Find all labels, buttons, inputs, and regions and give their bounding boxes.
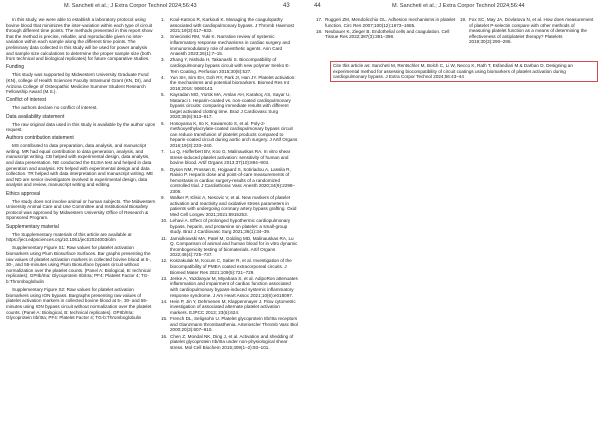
- reference-item: [161, 236, 298, 258]
- reference-text: Koszakulak M, Kocum C, Saber R, et al. Investigation of the biocompatibility of PMEA coated extracorporeal circuits. J Biomed Mater Res 2021;109(5):721–729.: [170, 258, 292, 275]
- reference-text: Sniecinski RM, Yuki K. Narrative review of systemic inflammatory response mechanisms in cardiac surgery and immunomodulatory role of anesthetic agents. Ann Card Anaesth 2023;26(1):7–15.: [170, 34, 290, 57]
- reference-number: 8.: [161, 166, 165, 172]
- reference-text: Hosoyama K, Ito K, Kawamoto S, et al. Poly-2-methoxyethylacrylate-coated cardiopulmonary bypass circuit can reduce transfusion of platelet products compared to heparin-coated circuit during aortic arch surgery. J Artif Organs 2016;19(3):233–240.: [170, 120, 298, 149]
- reference-item: [161, 167, 298, 195]
- reference-text: Lehavi A. Effect of prolonged hypothermic cardiopulmonary bypass, heparin, and protamine on platelet: a small-group study. Braz J Cardiovasc Surg 2021;36(1):34–39.: [170, 218, 291, 235]
- reference-text: Dyson NM, Prossen E, Hojgaard S, Sotiriadou A, Lassila R, Raivio P. Heparin dose and point-of-care measurements of hemostasis in cardiac surgery-results of a randomized controlled trial. J Cardiothorac Vasc Anesth 2020;34(9):2298–2306.: [170, 166, 296, 194]
- reference-number: 11.: [161, 235, 168, 241]
- section-heading: Ethics approval: [6, 190, 41, 197]
- reference-text: French DL, Seligsohn U. Platelet glycoprotein IIb/IIIa receptors and Glanzmann thrombasthenia. Arterioscler Thromb Vasc Biol 2000;20(3):607–610.: [170, 316, 299, 333]
- reference-number: 13.: [161, 275, 168, 281]
- reference-item: [161, 149, 298, 166]
- reference-number: 16.: [161, 333, 168, 339]
- reference-item: [161, 316, 298, 333]
- reference-text: Jenke A, Yazdanyar M, Miyahara S, et al. AdipoRon attenuates inflammation and impairment of cardiac function associated with cardiopulmonary bypass-induced systemic inflammatory response syndrome. J Am Heart Assoc 2021;10(6):e018097.: [170, 275, 298, 298]
- reference-text: Hein P, Jin Y, Dehmenen M, Klappenmayer J. Flow cytometric investigation of associated alternate platelet activation markers. EJPCC 2013; 23(6):624.: [170, 298, 296, 315]
- reference-item: [460, 17, 596, 45]
- running-head: M. Sancheti et al.; J Extra Corpor Technol 2024;56:44: [392, 3, 525, 9]
- reference-text: Kayradan MO, Yürük MA, Arslan AH, Karakoç AS, Sayar U, Mataraci I. Heparin-coated vs. non-coated cardiopulmonary bypass circuits: comparing immediate results with different target activated clotting time. Braz J Cardiovasc Surg 2020;35(6):913–917.: [170, 92, 291, 120]
- section-heading: Supplementary material: [6, 223, 59, 230]
- reference-item: [161, 57, 298, 74]
- intro-paragraph: In this study, we were able to establish a laboratory protocol using bovine blood that minimizes the inter-variation within each type of circuit through different time points. The methods presented in this report show that the method is precise, reliable, and reproducible given no inter-variation within each sample along the different time points. The preliminary data collected in this study will be used for power analysis and sample size calculations to determine the proper sample size (both from technical and biological replicates) for future comparative studies.: [6, 17, 153, 62]
- section-paragraph: Supplementary Figure S2: Raw values for platelet activation biomarkers using ION bypass. Bargraphs presenting raw values of platelet activation markers in collected bovine blood at 5-, 30- and 55-minutes using ION bypass circuit without normalization over the platelet counts. (Panel A: Biological, B: technical replicates). GPIIb/IIIa: Glycoprotein IIb/IIIa; PF4: Platelet Factor 4; TG-b:Thromboglobulin: [6, 287, 152, 321]
- section-heading: Conflict of interest: [6, 97, 47, 104]
- reference-item: [161, 121, 298, 149]
- reference-text: Yun SH, Sim EH, Goh RY, Park JI, Han JY. Platelet activation: the mechanisms and potential biomarkers. Biomed Res Int 2016;2016: 9060143.: [170, 74, 296, 91]
- reference-list: [460, 17, 596, 45]
- reference-list: [316, 17, 456, 40]
- reference-number: 17.: [316, 17, 323, 22]
- reference-number: 10.: [161, 218, 168, 224]
- section-paragraph: MS contributed to data preparation, data analysis, and manuscript writing. MR had equal contribution to data generation, analysis, and manuscript writing. CB helped with experimental design, data analysis, and data presentation. NE conducted the ELISA test and helped in data generation and analysis. KN helped with experimental design and data collection. TR helped with data interpretation and manuscript writing. ME and ND are senior investigators involved in experimental design, data analysis and review, manuscript writing and editing.: [6, 143, 154, 188]
- reference-number: 9.: [161, 195, 165, 201]
- reference-item: [161, 17, 298, 34]
- reference-item: [316, 17, 456, 28]
- section-paragraph: Supplementary Figure S1: Raw values for platelet activation biomarkers using Plum Biosurface Surfaces. Bar graphs presenting the raw values of platelet activation markers in collected bovine blood at 5-, 30-, and 55-minutes using Plum Biosurface bypass circuit without normalization over the platelet counts. (Panel A: Biological, B: technical replicates). GPIIb/IIIa: Glycoprotein IIb/IIIa; PF4: Platelet Factor 4; TG-b:Thromboglobulin: [6, 245, 152, 284]
- page-right: [300, 0, 600, 425]
- section-paragraph: The Supplementary materials of this article are available at https://ject.edpsciences.org/10.1051/ject/2024003/olm: [6, 231, 132, 243]
- reference-item: [161, 299, 298, 316]
- references-column: [316, 17, 456, 41]
- citation-box: [330, 61, 598, 82]
- references-column: [161, 17, 298, 351]
- reference-item: [161, 334, 298, 351]
- reference-number: 15.: [161, 316, 168, 322]
- section-paragraph: The raw original data used in this study is available by the author upon request.: [6, 121, 156, 133]
- reference-number: 1.: [161, 17, 165, 22]
- reference-text: Chen Z, Mondal NK, Ding J, et al. Activation and shedding of platelet glycoprotein IIb/IIIa under non-physiological shear stress. Mol Cell Biochem 2015;409(1–2):93–101.: [170, 333, 294, 350]
- section-list: [6, 64, 156, 320]
- reference-text: Neubauer K, Zieger B. Endothelial cells and coagulation. Cell Tissue Res 2022;387(3):391–398.: [325, 28, 450, 40]
- page-number: 43: [283, 3, 290, 9]
- body-column: [6, 17, 156, 323]
- citation-label: Cite this article as:: [333, 63, 371, 68]
- references-column: [460, 17, 596, 46]
- reference-list: [161, 17, 298, 350]
- reference-item: [161, 75, 298, 92]
- reference-number: 12.: [161, 258, 168, 264]
- reference-item: [161, 258, 298, 275]
- reference-text: Ruggeri ZM, Mendolicchio GL. Adhesion mechanisms in platelet function. Circ Res 2007;100(12):1673–1685.: [325, 17, 456, 28]
- section-heading: Authors contribution statement: [6, 135, 74, 142]
- reference-item: [161, 92, 298, 120]
- reference-item: [161, 218, 298, 235]
- citation-text: Sancheti M, Rentschler M, Bolch C, Li W, Necco K, Rath T, Esfandiari M & Darban D. Designing an experimental method for assessing biocompatibility of circuit coatings using biomarkers of platelet activation during cardiopulmonary bypass. J Extra Corpor Technol 2024;56:43–44: [333, 63, 573, 80]
- reference-number: 5.: [161, 92, 165, 98]
- reference-number: 2.: [161, 34, 165, 40]
- reference-number: 4.: [161, 74, 165, 80]
- section-paragraph: The study does not involve animal or human subjects. The Midwestern University Animal Care and Use Committee and Institutional Biosafety protocol was approved by Midwestern University Office of Research & Sponsored Program.: [6, 198, 156, 221]
- reference-number: 3.: [161, 57, 165, 63]
- reference-item: [316, 29, 456, 40]
- section-heading: Data availability statement: [6, 113, 65, 120]
- reference-text: Walker P, Klisic A, Nesovic V, et al. New markers of platelet activation and reactivity and oxidative stress parameters in patients with undergoing coronary artery bypass grafting. Oxid Med Cell Longev 2021;2021:8915253.: [170, 195, 297, 217]
- section-paragraph: The authors declare no conflict of interest.: [12, 105, 98, 111]
- reference-number: 14.: [161, 298, 168, 304]
- reference-number: 7.: [161, 149, 165, 155]
- reference-item: [161, 195, 298, 217]
- reference-text: Jamiolkowski MA, Patel M, Golding MD, Malinauskas RA, Lu Q. Comparison of animal and human blood for in vitro dynamic thrombogenicity testing of biomaterials. Artif Organs 2022;46(4):725–737.: [170, 235, 298, 258]
- reference-text: Lu Q, Hofferbert BV, Koo G, Malinauskas RA. In vitro shear stress-induced platelet activation: sensitivity of human and bovine blood. Artif Organs 2013;37(10):894–903.: [170, 149, 291, 166]
- page-number: 44: [314, 3, 321, 9]
- reference-number: 19.: [460, 17, 467, 22]
- reference-number: 18.: [316, 28, 323, 34]
- reference-item: [161, 276, 298, 298]
- section-heading: Funding: [6, 64, 25, 71]
- reference-number: 6.: [161, 120, 165, 126]
- reference-text: Koul-Katnoo R, Karkouti K. Managing the coagulopathy associated with cardiopulmonary bypass. J Thromb Haemost 2021;19(3):617–632.: [170, 17, 295, 34]
- running-head: M. Sancheti et al.; J Extra Corpor Technol 2024;56:43: [64, 3, 197, 9]
- reference-text: Fox SC, May JA, Dovlatova N, et al. How does measurement of platelet P-selectin compare with other methods of measuring platelet function as a means of determining the effectiveness of antiplatelet therapy? Platelets 2019;30(3):290–295.: [469, 17, 594, 45]
- reference-text: Zhang Y, Nishida H, Takanashi S. Biocompatibility of cardiopulmonary bypass circuit with new polymer Senko E-Tem Coating. Perfusion 2015;30(6):527.: [170, 57, 290, 74]
- section-paragraph: This study was supported by Midwestern University Graduate Fund (KN), college of Health Sciences Faculty Intramural Grant (KN, DI), and Arizona College of Osteopathic Medicine Summer Student Research Fellowship Award (M.S.).: [6, 72, 152, 95]
- reference-item: [161, 34, 298, 56]
